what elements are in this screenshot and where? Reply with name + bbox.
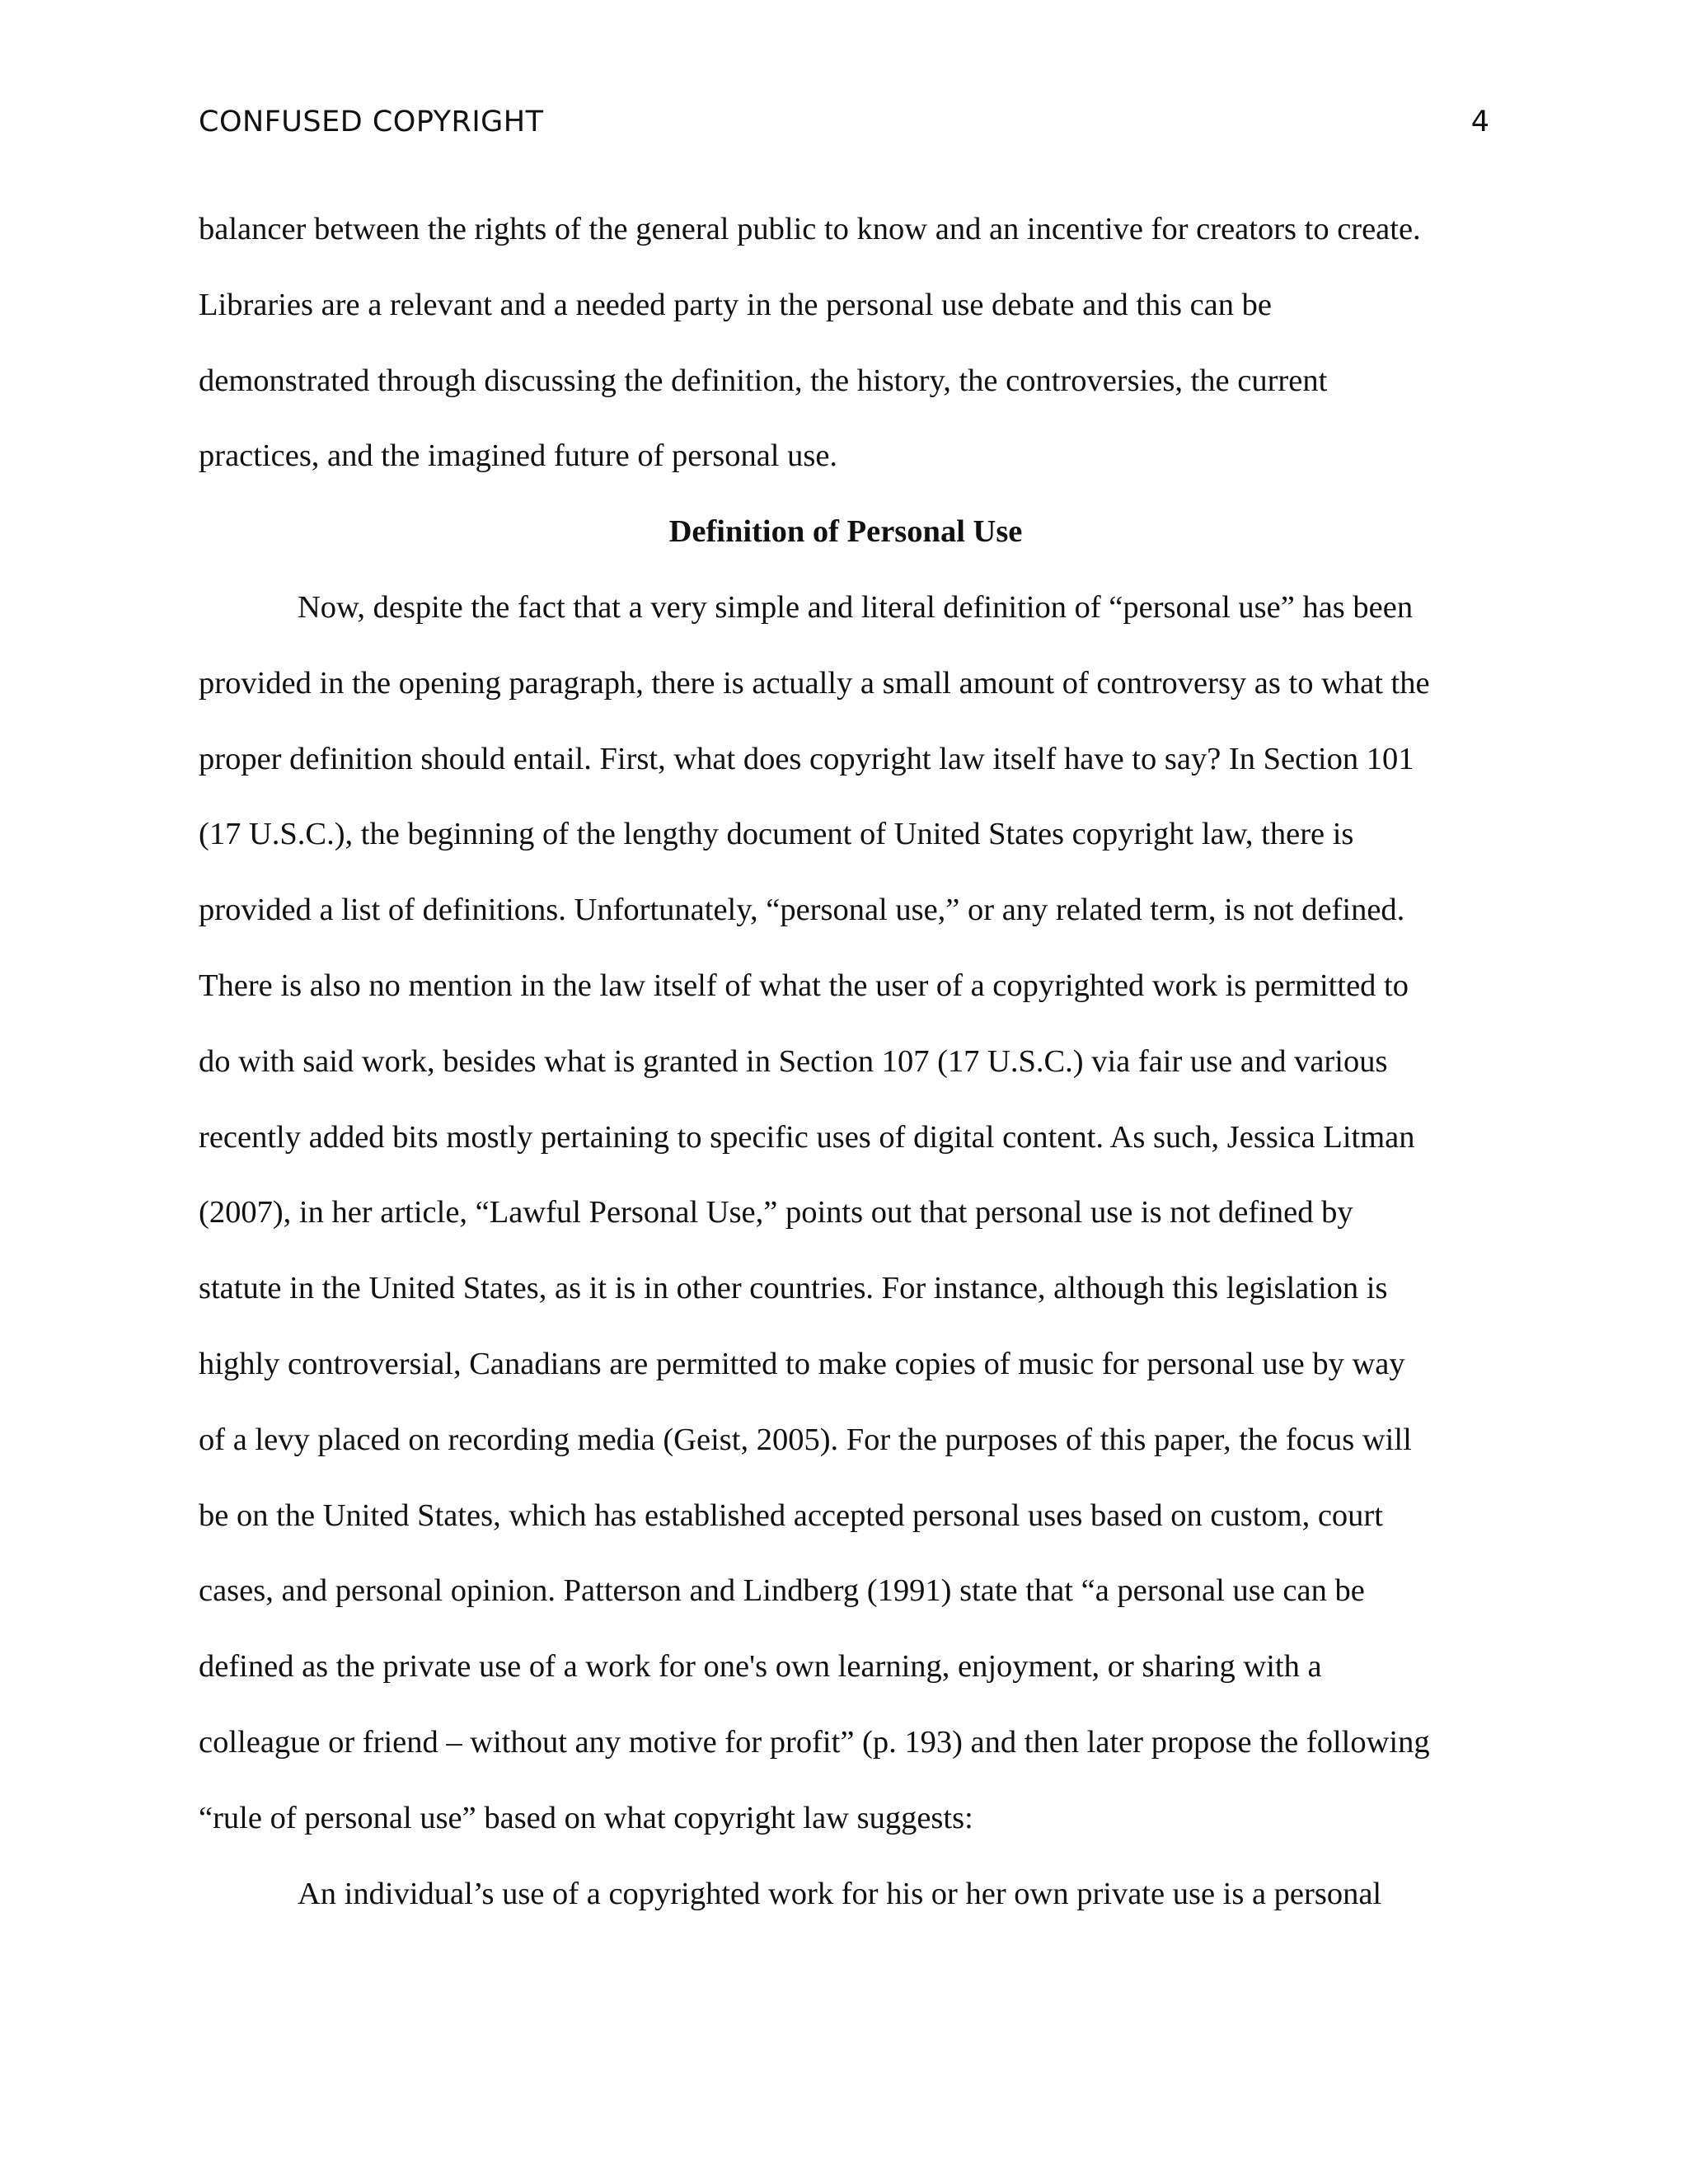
block-quote-line: An individual’s use of a copyrighted work for his or her own private use is a personal	[298, 1876, 1382, 1911]
paragraph-line: There is also no mention in the law itself of what the user of a copyrighted work is permitted to	[199, 968, 1409, 1003]
section-heading: Definition of Personal Use	[668, 514, 1023, 550]
page-number: 4	[1470, 105, 1489, 138]
paragraph-line: provided a list of definitions. Unfortunately, “personal use,” or any related term, is not defined.	[199, 893, 1405, 928]
paragraph-line: statute in the United States, as it is in other countries. For instance, although this legislation is	[199, 1271, 1388, 1306]
intro-line: Libraries are a relevant and a needed party in the personal use debate and this can be	[199, 287, 1272, 322]
running-head	[199, 99, 1489, 145]
body-text	[199, 192, 1493, 1932]
running-head-title: CONFUSED COPYRIGHT	[199, 105, 544, 138]
paragraph-line: of a levy placed on recording media (Geist, 2005). For the purposes of this paper, the focus will	[199, 1422, 1412, 1457]
paragraph-line: cases, and personal opinion. Patterson and Lindberg (1991) state that “a personal use can be	[199, 1573, 1365, 1609]
paragraph-line: do with said work, besides what is granted in Section 107 (17 U.S.C.) via fair use and various	[199, 1043, 1388, 1079]
paragraph-line: proper definition should entail. First, what does copyright law itself have to say? In Section 101	[199, 741, 1414, 776]
paragraph-line: colleague or friend – without any motive for profit” (p. 193) and then later propose the following	[199, 1724, 1430, 1760]
paragraph-line: recently added bits mostly pertaining to specific uses of digital content. As such, Jessica Litman	[199, 1119, 1415, 1155]
paragraph-line: be on the United States, which has established accepted personal uses based on custom, court	[199, 1497, 1383, 1533]
paragraph-line: “rule of personal use” based on what copyright law suggests:	[199, 1800, 973, 1835]
intro-line: demonstrated through discussing the definition, the history, the controversies, the current	[199, 363, 1328, 398]
paragraph-line: (2007), in her article, “Lawful Personal Use,” points out that personal use is not defined by	[199, 1195, 1353, 1230]
paragraph-line: (17 U.S.C.), the beginning of the lengthy document of United States copyright law, there is	[199, 817, 1354, 852]
paragraph-line: Now, despite the fact that a very simple and literal definition of “personal use” has been	[298, 589, 1414, 625]
paragraph-line: defined as the private use of a work for one's own learning, enjoyment, or sharing with a	[199, 1649, 1322, 1685]
intro-line: balancer between the rights of the general public to know and an incentive for creators to create.	[199, 212, 1421, 246]
paragraph-line: highly controversial, Canadians are permitted to make copies of music for personal use by way	[199, 1346, 1405, 1381]
paragraph-line: provided in the opening paragraph, there is actually a small amount of controversy as to what the	[199, 665, 1430, 701]
intro-line: practices, and the imagined future of personal use.	[199, 438, 838, 474]
